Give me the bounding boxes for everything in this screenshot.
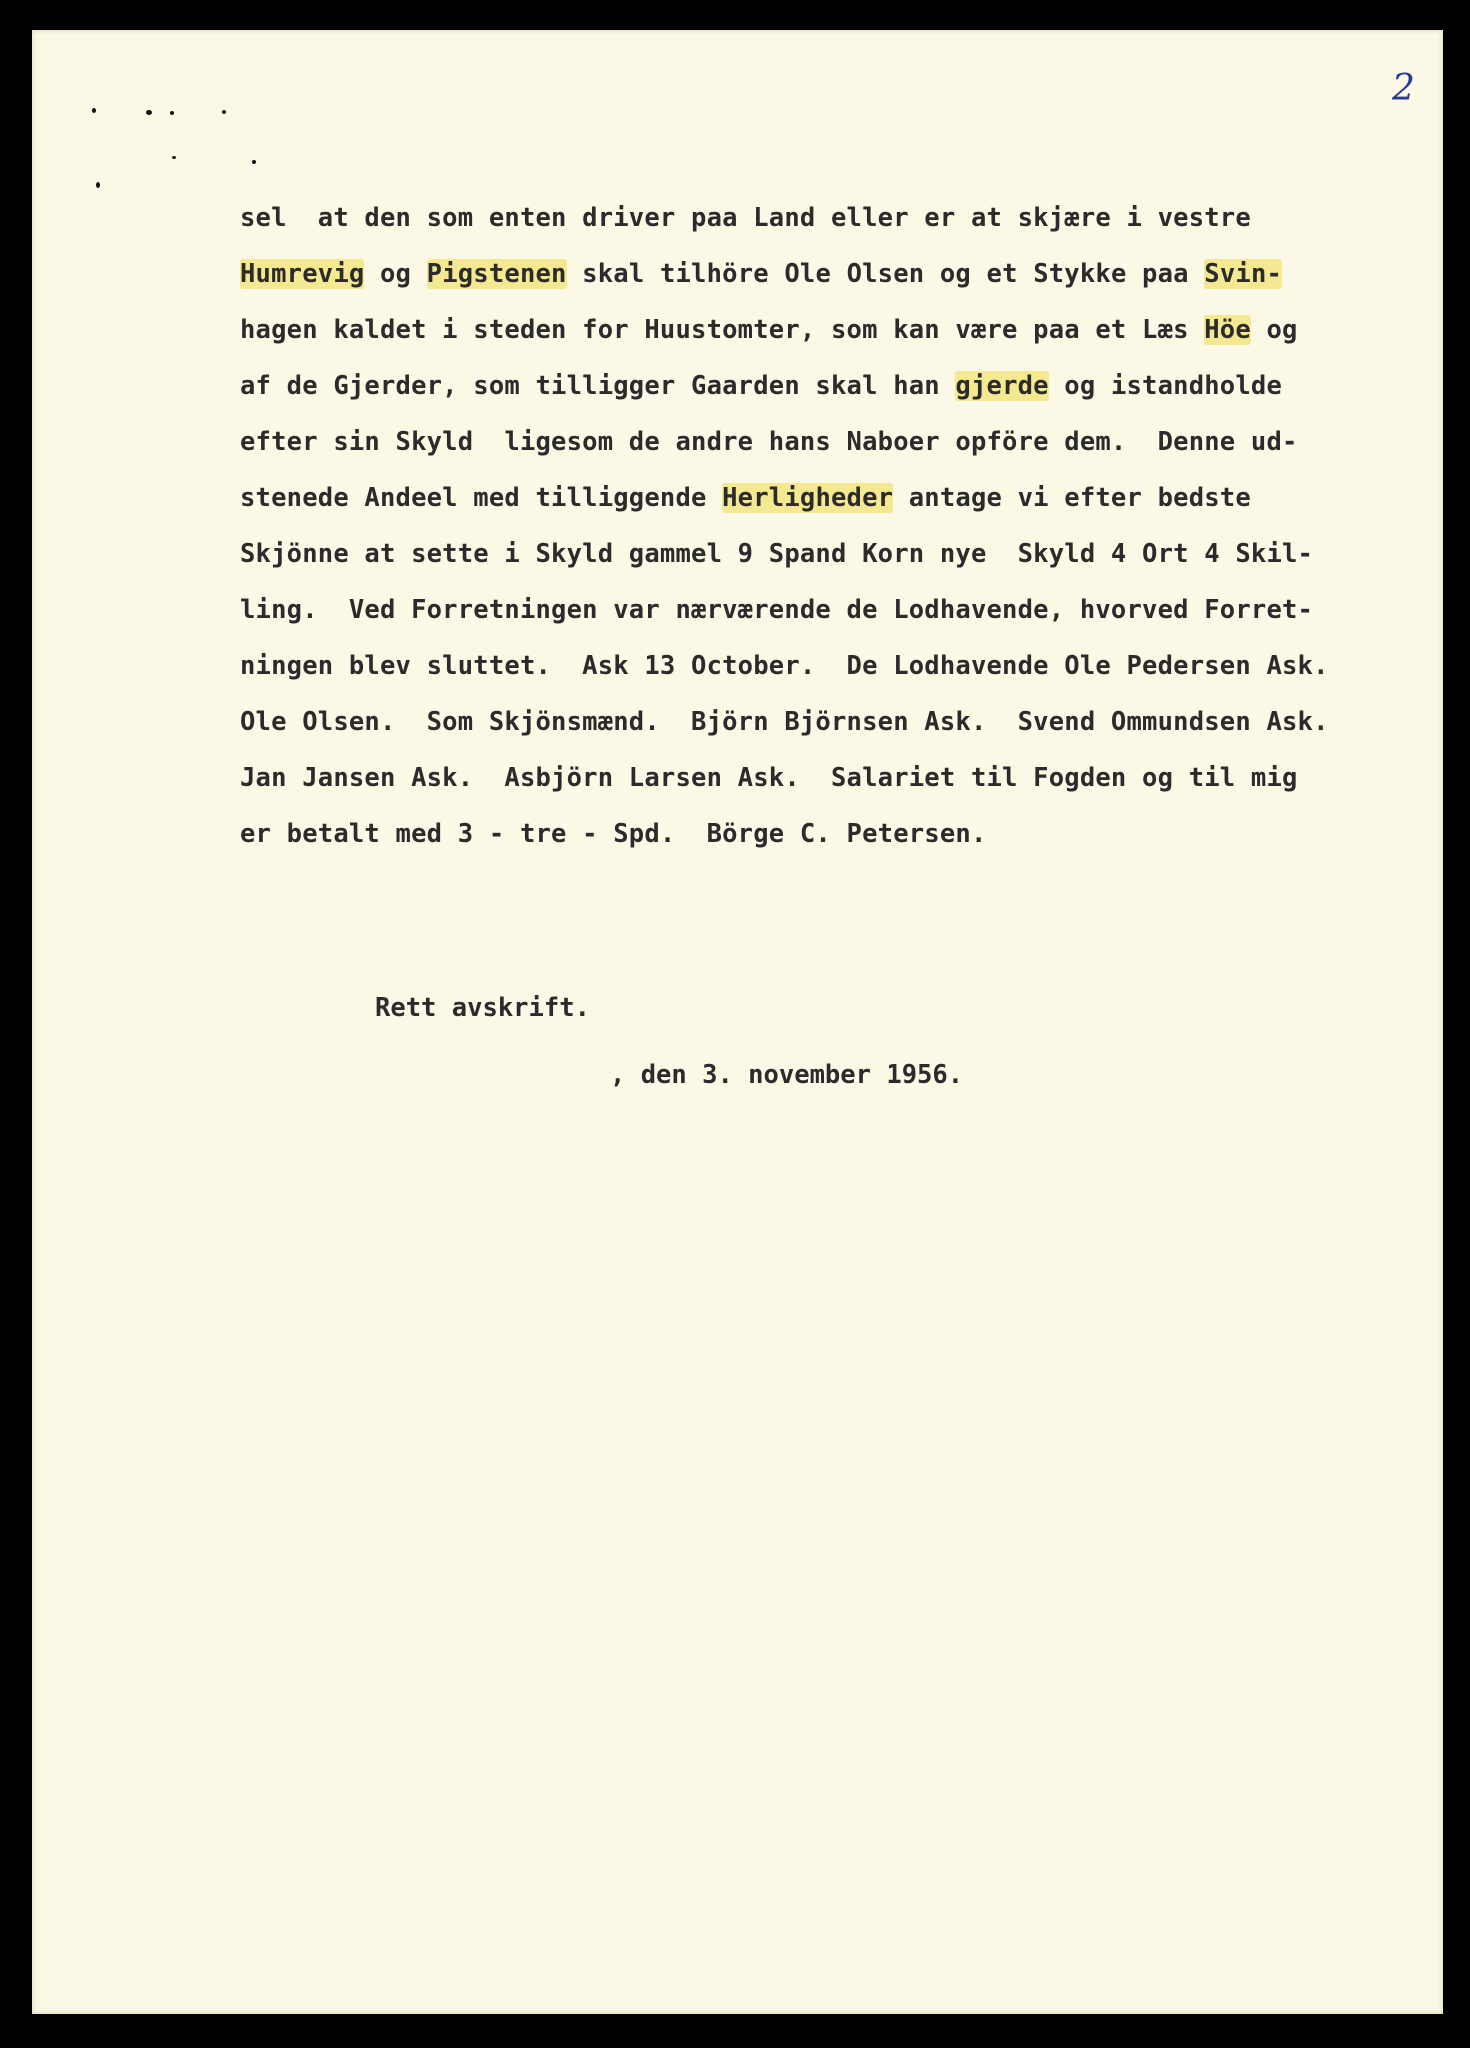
highlighted-word: gjerde <box>955 371 1049 401</box>
text-segment: skal tilhöre Ole Olsen og et Stykke paa <box>566 259 1205 289</box>
deed-text <box>240 190 1440 862</box>
text-segment: efter sin Skyld ligesom de andre hans Naboer opföre dem. Denne ud- <box>240 427 1298 457</box>
highlighted-word: Pigstenen <box>426 259 567 289</box>
speck <box>222 110 226 114</box>
speck <box>92 108 96 113</box>
speck <box>252 160 256 164</box>
text-segment: Skjönne at sette i Skyld gammel 9 Spand Korn nye Skyld 4 Ort 4 Skil- <box>240 539 1314 569</box>
text-line <box>240 750 1440 806</box>
margin-specks <box>92 108 292 198</box>
text-segment: og <box>364 259 427 289</box>
speck <box>96 182 100 188</box>
highlighted-word: Herligheder <box>722 483 894 513</box>
text-line <box>240 246 1440 302</box>
page-number: 2 <box>1392 68 1415 109</box>
text-line <box>240 190 1440 246</box>
text-segment: af de Gjerder, som tilligger Gaarden skal han <box>240 371 956 401</box>
text-line <box>240 470 1440 526</box>
text-segment: hagen kaldet i steden for Huustomter, som kan være paa et Læs <box>240 315 1205 345</box>
highlighted-word: Svin- <box>1204 259 1283 289</box>
text-line <box>240 638 1440 694</box>
date-line: , den 3. november 1956. <box>610 1060 964 1090</box>
highlighted-word: Höe <box>1204 315 1251 345</box>
text-line <box>240 358 1440 414</box>
text-segment: antage vi efter bedste <box>893 483 1251 513</box>
certification-line: Rett avskrift. <box>375 993 590 1023</box>
highlighted-word: Humrevig <box>240 259 365 289</box>
speck <box>172 156 176 159</box>
speck <box>146 110 152 115</box>
text-segment: sel at den som enten driver paa Land eller er at skjære i vestre <box>240 203 1251 233</box>
text-line <box>240 694 1440 750</box>
text-segment: og istandholde <box>1048 371 1283 401</box>
document-page <box>32 30 1443 2014</box>
text-segment: er betalt med 3 - tre - Spd. Börge C. Petersen. <box>240 819 987 849</box>
text-segment: ling. Ved Forretningen var nærværende de Lodhavende, hvorved Forret- <box>240 595 1314 625</box>
text-segment: stenede Andeel med tilliggende <box>240 483 723 513</box>
text-segment: og <box>1250 315 1298 345</box>
text-line <box>240 582 1440 638</box>
text-segment: ningen blev sluttet. Ask 13 October. De Lodhavende Ole Pedersen Ask. <box>240 651 1329 681</box>
text-line <box>240 526 1440 582</box>
text-segment: Ole Olsen. Som Skjönsmænd. Björn Björnsen Ask. Svend Ommundsen Ask. <box>240 707 1329 737</box>
speck <box>170 111 174 115</box>
text-line <box>240 806 1440 862</box>
text-line <box>240 414 1440 470</box>
text-segment: Jan Jansen Ask. Asbjörn Larsen Ask. Salariet til Fogden og til mig <box>240 763 1298 793</box>
text-line <box>240 302 1440 358</box>
